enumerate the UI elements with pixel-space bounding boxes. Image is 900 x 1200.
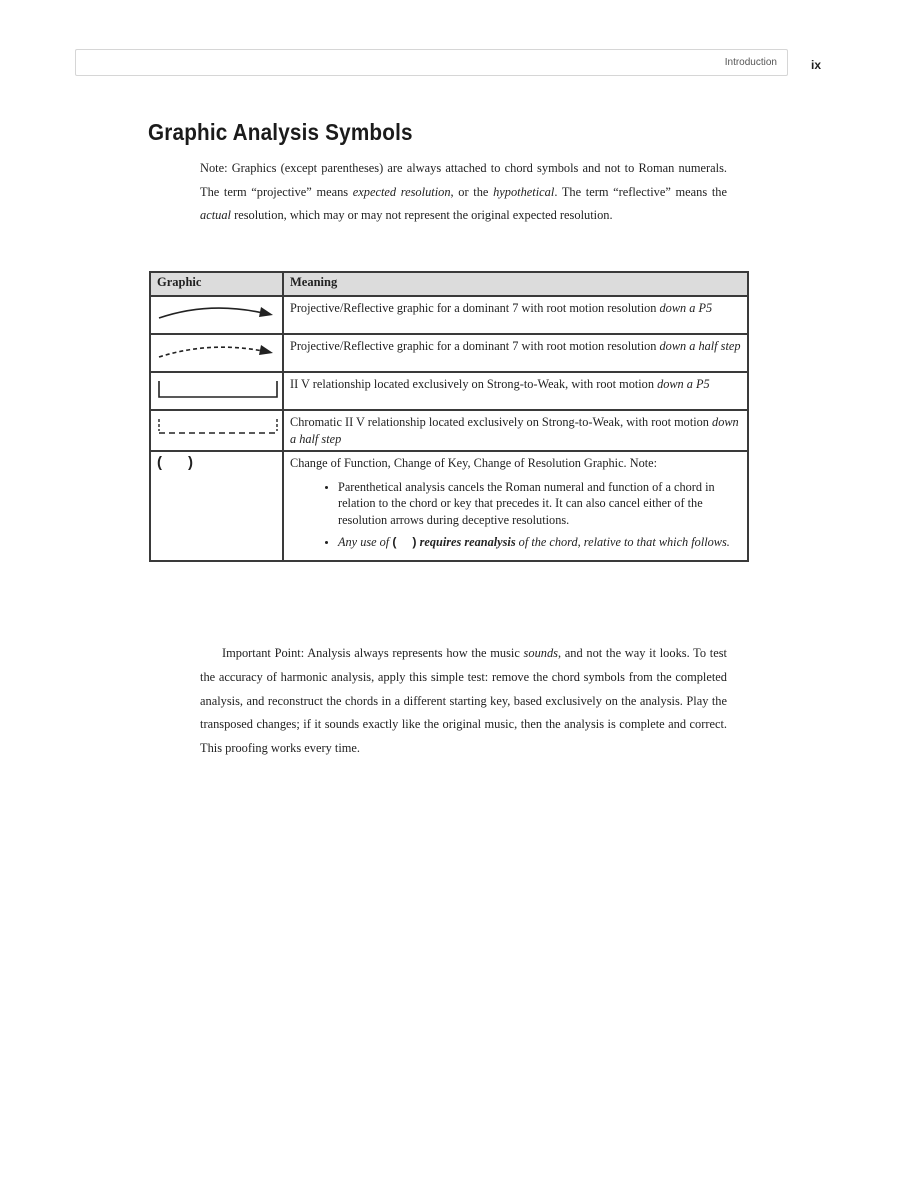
meaning-text: II V relationship located exclusively on Strong-to-Weak, with root motion [290, 377, 658, 391]
dashed-bracket-icon [151, 411, 282, 447]
meaning-emphasis: down a P5 [659, 301, 713, 315]
open-paren: ( [157, 454, 162, 471]
dashed-arrow-icon [151, 335, 282, 371]
inline-open-paren: ( [392, 535, 397, 549]
graphic-cell [150, 451, 283, 561]
table-row [150, 372, 748, 410]
table-row [150, 334, 748, 372]
page-title: Graphic Analysis Symbols [148, 119, 413, 145]
column-header-meaning: Meaning [283, 272, 748, 296]
list-item: • Parenthetical analysis cancels the Roman numeral and function of a chord in relation to the chord or key that precedes it. It can also cancel either of the resolution arrows during deceptive resolutions. [338, 479, 741, 529]
note-text: . The term “reflective” means the [554, 184, 727, 199]
meaning-cell [283, 296, 748, 334]
meaning-emphasis: down a half step [659, 339, 741, 353]
meaning-cell [283, 410, 748, 451]
note-emphasis: actual [200, 208, 231, 222]
note-paragraph [200, 157, 727, 228]
column-header-graphic: Graphic [150, 272, 283, 296]
meaning-text: Chromatic II V relationship located exclusively on Strong-to-Weak, with root motion [290, 415, 713, 429]
important-text: Important Point: Analysis always represents how the music [222, 646, 524, 660]
graphic-cell [150, 334, 283, 372]
list-item [338, 534, 741, 551]
parentheses-icon [157, 454, 193, 471]
meaning-emphasis: down a P5 [657, 377, 710, 391]
running-header [75, 49, 788, 76]
bullet-bold-text: requires reanalysis [419, 535, 516, 549]
meaning-cell [283, 372, 748, 410]
table-row [150, 451, 748, 561]
graphic-cell [150, 296, 283, 334]
meaning-cell [283, 451, 748, 561]
note-text: resolution, which may or may not represent the original expected resolution. [230, 208, 613, 222]
meaning-emphasis: down a half step [290, 415, 739, 446]
bullet-text: Any use of [338, 535, 393, 549]
note-text: Note: Graphics (except parentheses) are always attached to chord symbols and not to Roman numerals. The term “projective” means [200, 161, 727, 199]
meaning-text: Projective/Reflective graphic for a dominant 7 with root motion resolution [290, 339, 660, 353]
note-emphasis: expected resolution [352, 184, 451, 199]
meaning-text: Projective/Reflective graphic for a dominant 7 with root motion resolution [290, 301, 660, 315]
bullet-text: of the chord, relative to that which follows. [515, 535, 730, 549]
close-paren: ) [188, 454, 193, 471]
note-bullet-list [290, 479, 741, 551]
solid-bracket-icon [151, 373, 282, 409]
meaning-cell [283, 334, 748, 372]
graphic-cell [150, 372, 283, 410]
table-row [150, 410, 748, 451]
graphic-symbols-table [149, 271, 749, 562]
note-emphasis: hypothetical [493, 184, 555, 199]
page-number: ix [811, 58, 822, 72]
solid-arrow-icon [151, 297, 282, 333]
table-header-row [150, 272, 748, 296]
graphic-cell [150, 410, 283, 451]
note-text: , or the [450, 184, 494, 199]
important-emphasis: sounds [523, 646, 558, 660]
table-row [150, 296, 748, 334]
meaning-text: Change of Function, Change of Key, Change of Resolution Graphic. Note: [290, 456, 658, 470]
header-section-title: Introduction [724, 57, 777, 68]
inline-close-paren: ) [412, 535, 417, 549]
important-text: , and not the way it looks. To test the accuracy of harmonic analysis, apply this simple test: remove the chord symbols from the completed analysis, and reconstruct the chords in a different starting key, based exclusively on the analysis. Play the transposed changes; if it sounds exactly like the original music, then the analysis is complete and correct. This proofing works every time. [200, 646, 727, 756]
important-point-paragraph [200, 642, 727, 761]
